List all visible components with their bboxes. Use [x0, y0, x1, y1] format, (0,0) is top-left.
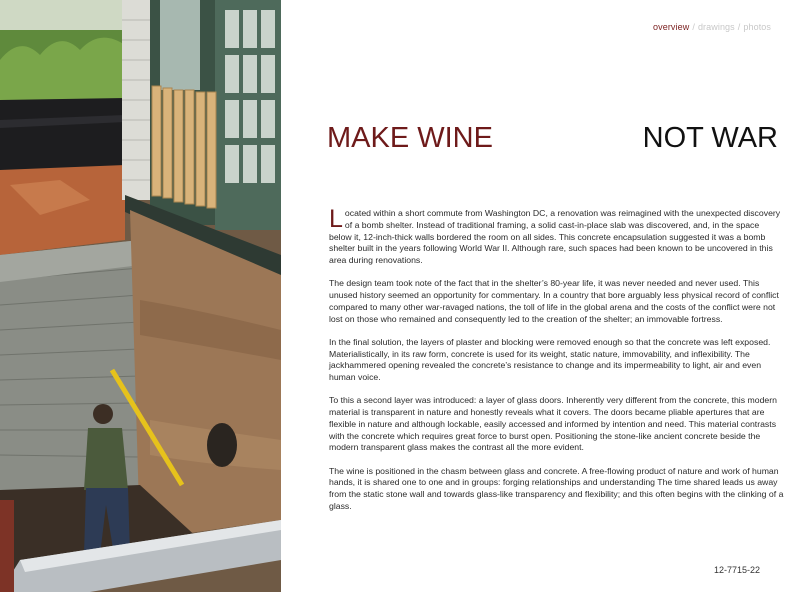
drop-cap: L	[329, 205, 343, 233]
nav-drawings-link[interactable]: drawings	[697, 22, 735, 32]
title-make-wine: MAKE WINE	[327, 122, 493, 154]
nav-overview-link[interactable]: overview	[653, 22, 690, 32]
paragraph-1-text: ocated within a short commute from Washington DC, a renovation was reimagined with the unexpected discovery of a bomb shelter. Instead of traditional framing, a solid cast-in-place slab was discovered, and, in the space below it, 12-inch-thick walls bordered the room on all sides. This concrete encapsulation suggested it was a bomb shelter built in the years following World War II. Although rare, such spaces had been known to be uncovered in this area during renovations.	[329, 208, 781, 265]
paragraph-4: To this a second layer was introduced: a layer of glass doors. Inherently very different from the concrete, this modern material is transparent in nature and honestly reveals what it covers. The doors became pliable apertures that are flexible in nature and although lockable, easily accessed and informed by intention and need. This material contrasts with the concrete which requires great force to burst open. Positioning the stone-like ancient concrete beside the modern transparent glass makes the contrast all the more evident.	[329, 395, 777, 453]
nav-photos-link[interactable]: photos	[743, 22, 771, 32]
page-nav	[653, 22, 771, 32]
nav-separator: /	[737, 22, 741, 32]
article-body	[329, 205, 784, 524]
nav-separator: /	[692, 22, 695, 32]
paragraph-3: In the final solution, the layers of plaster and blocking were removed enough so that the concrete was left exposed. Materialistically, in its raw form, concrete is used for its weight, static nature, immovability, and inflexibility. The jackhammered opening revealed the concrete’s resistance to change and its impermeability to light, air and even human voice.	[329, 336, 771, 382]
title-not-war: NOT WAR	[642, 122, 778, 154]
paragraph-5: The wine is positioned in the chasm between glass and concrete. A free-flowing product of nature and work of human hands, it is shared one to one and in groups: forging relationships and understanding The time shared leads us away from the static stone wall and towards glass-like transparency and flexibility; and this often begins with the clinking of a glass.	[329, 465, 784, 511]
excavation-photo	[0, 0, 281, 592]
page-number: 12-7715-22	[713, 565, 760, 575]
paragraph-1	[329, 205, 784, 267]
paragraph-2: The design team took note of the fact that in the shelter’s 80-year life, it was never needed and never used. This unused history seemed an opportunity for commentary. In a country that bore arguably less physical record of conflict compared to many other war-ravaged nations, the toll of life in the global arena and the costs of the conflict were not lost on those who remained and consequently led to the creation of the shelter; an immovable fortress.	[329, 278, 779, 324]
